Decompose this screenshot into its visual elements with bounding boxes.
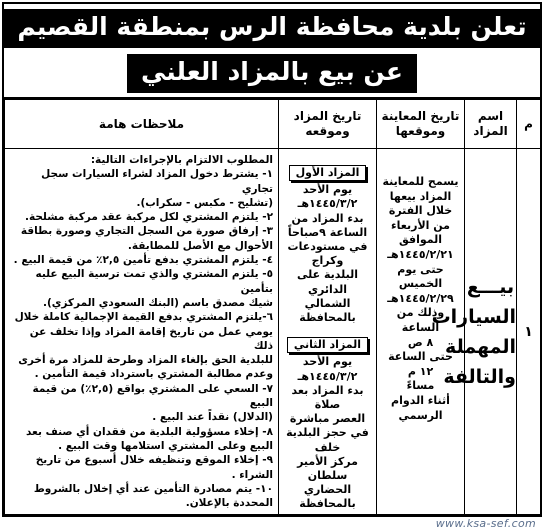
inspection-line: من الأربعاء [391,218,450,232]
note-line: شيك مصدق باسم (البنك السعودي المركزي). [42,296,273,309]
note-line: ٦-يلتزم المشتري بدفع القيمة الإجمالية كاملة خلال [14,311,273,324]
second-auction-line: مركز الأمير سلطان [297,454,358,483]
notes-cell [5,149,279,515]
note-line: المطلوب الالتزام بالإجراءات التالية: [90,154,273,166]
website-watermark: www.ksa-sef.com [435,517,536,530]
advertisement-frame [2,2,542,517]
second-auction-line: في حجز البلدية خلف [286,426,369,454]
note-line: وعدم مطالبة المشتري باسترداد قيمة التأمين . [34,368,273,381]
note-line: يومي عمل من تاريخ إقامة المزاد وإذا تخلف عن ذلك [29,325,273,352]
inspection-line: حتى يوم [397,262,444,276]
second-auction-label: المزاد الثاني [287,337,368,353]
inspection-line: الرسمي [398,408,443,422]
second-auction-line: الحضاري بالمحافظة [299,483,356,511]
note-line: ١٠- يتم مصادرة التأمين عند أي إخلال بالشروط [33,482,273,495]
first-auction-line: البلدية على الدائري [297,268,358,296]
header-notes: ملاحظات هامة [5,100,279,149]
note-line: ٨- إخلاء مسؤولية البلدية من فقدان أي صنف بعد [25,425,273,438]
inspection-line: ٨ ص [407,335,434,349]
note-line: (الدلال) نقداً عند البيع . [152,411,273,424]
first-auction-line: بدء المزاد من [291,211,364,225]
inspection-line: الموافق [398,233,443,247]
note-line: ٧- السعي على المشتري بواقع (٢,٥٪) من قيمة البيع [32,382,273,410]
first-auction-details [282,183,373,325]
note-line: ٥- يلتزم المشتري والذي تمت ترسية البيع عليه بتأمين [35,268,273,295]
row-number: ١ [517,149,541,515]
inspection-line: الساعة [401,320,440,334]
note-line: البيع وعلى المشتري استلامها وقت البيع . [58,439,273,452]
inspection-line: مساءً [406,379,435,393]
first-auction-line: الشمالي بالمحافظة [299,296,356,325]
table-header-row [5,100,541,149]
note-line: ٩- إخلاء الموقع وتنظيفه خلال أسبوع من تاريخ الشراء . [35,454,273,481]
inspection-line: حتى الساعة [388,350,453,364]
headline-line-2: عن بيع بالمزاد العلني [127,54,417,93]
headline [4,4,540,99]
second-auction-line: العصر مباشرة [289,412,366,426]
auction-item-name: بيـــع السيارات المهملة والتالفة [465,149,517,515]
first-auction-line: في مستودعات وكراج [287,240,368,268]
note-line: (تشليح - مكبس - سكراب). [136,196,273,209]
headline-line-1: تعلن بلدية محافظة الرس بمنطقة القصيم [3,9,540,48]
auction-cell [279,149,377,515]
inspection-line: المزاد بيعها [389,189,452,203]
inspection-line: يسمح للمعاينة [382,175,459,188]
first-auction-line: الساعة ٩صباحاً [287,225,368,239]
note-line: للبلدية الحق بإلغاء المزاد وطرحة للمزاد مرة أخرى [18,354,273,367]
note-line: ٢- يلتزم المشتري لكل مركبة عقد مركبة مشلحة. [24,211,273,224]
header-inspection: تاريخ المعاينة وموقعها [377,100,465,149]
first-auction-line: ١٤٤٥/٣/٢هـ [297,197,358,211]
header-auction: تاريخ المزاد وموقعه [279,100,377,149]
second-auction-line: يوم الأحد [302,355,353,369]
auction-table [4,99,541,515]
inspection-line: أثناء الدوام [391,393,450,407]
first-auction-label: المزاد الأول [289,165,367,181]
first-auction-line: يوم الأحد [302,183,353,197]
header-item: اسم المزاد [465,100,517,149]
second-auction-details [282,355,373,511]
second-auction-line: ١٤٤٥/٣/٢هـ [297,369,358,383]
table-row [5,149,541,515]
note-line: ٤- يلتزم المشتري بدفع تأمين ٢,٥٪ من قيمة البيع . [13,254,273,267]
inspection-line: وذلك من [396,306,445,320]
second-auction-line: بدء المزاد بعد صلاة [291,383,364,412]
note-line: المحددة بالإعلان. [185,497,273,510]
inspection-line: خلال الفترة [388,204,453,218]
note-line: ١- يشترط دخول المزاد لشراء السيارات سجل تجاري [41,168,273,195]
note-line: الأحوال مع الأصل للمطابقة. [127,239,273,252]
inspection-line: ١٢ م [407,364,434,378]
inspection-line: ١٤٤٥/٢/٢١هـ [387,247,454,261]
note-line: ٣- إرفاق صورة من السجل التجاري وصورة بطاقة [20,225,273,238]
inspection-line: ١٤٤٥/٢/٢٩هـ [387,291,454,305]
header-number: م [517,100,541,149]
inspection-line: الخميس [398,277,443,291]
